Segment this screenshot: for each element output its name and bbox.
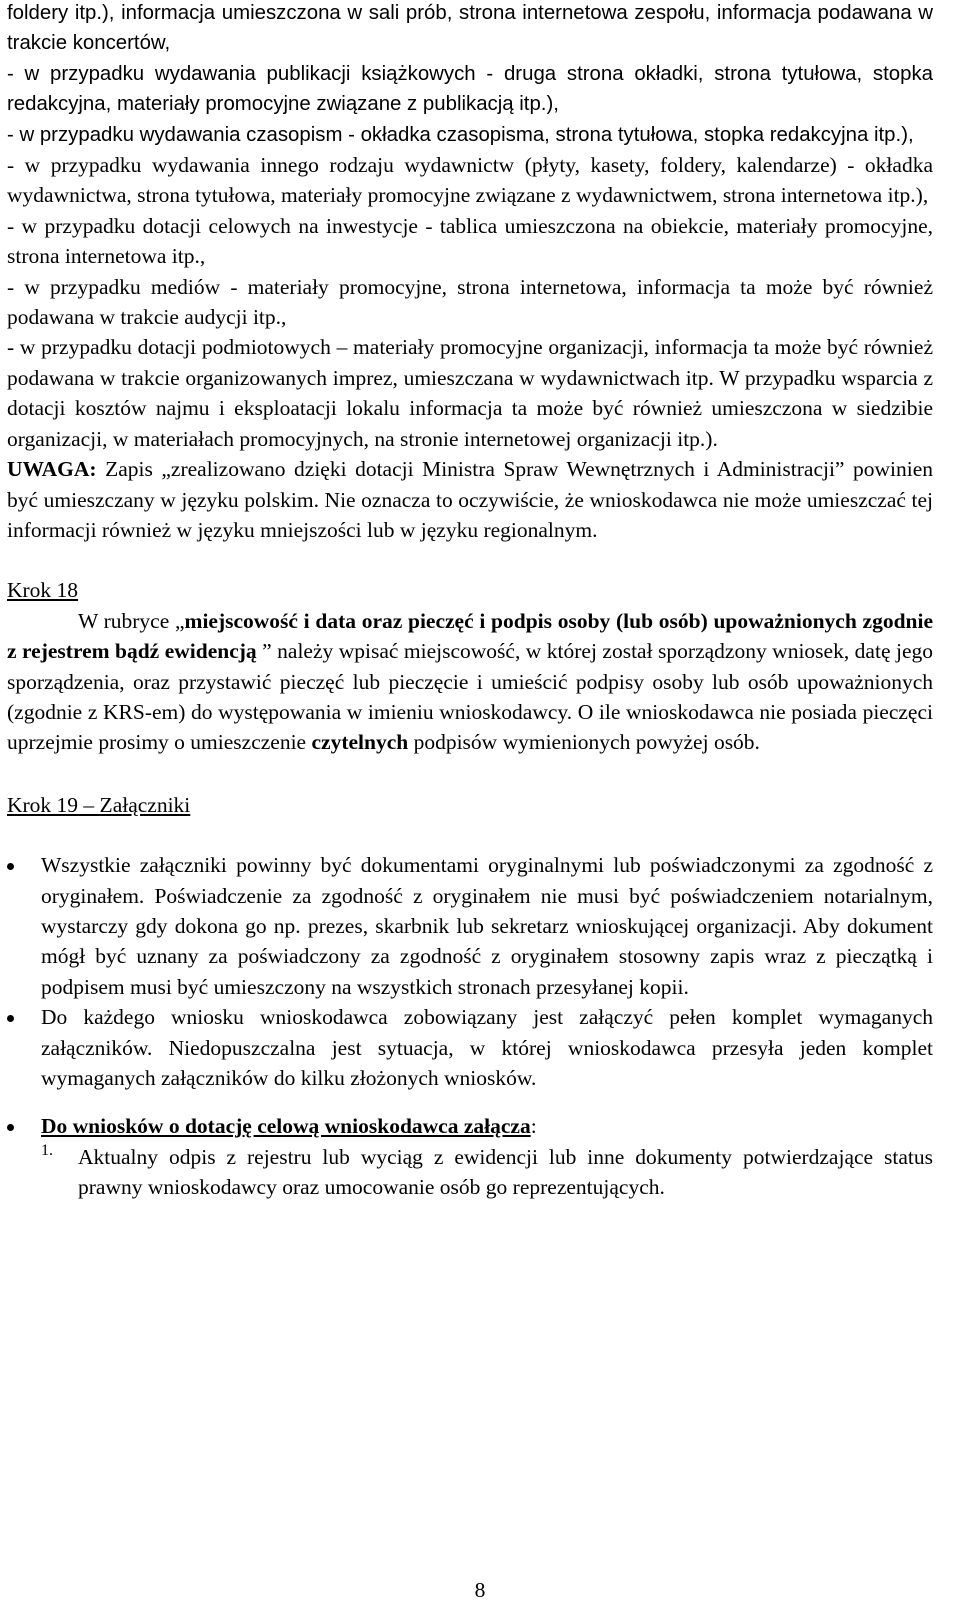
step18-bold-1: miejscowość i data oraz pieczęć i podpis osoby (lub osób) upoważnionych zgodnie z rejestrem bądź ewidencją bbox=[7, 608, 933, 664]
warning-paragraph bbox=[7, 454, 933, 545]
numbered-item bbox=[7, 1142, 933, 1203]
bullet-text: Do każdego wniosku wnioskodawca zobowiązany jest załączyć pełen komplet wymaganych załączników. Niedopuszczalna jest sytuacja, w której wnioskodawca przesyła jeden komplet wymaganych załączników do kilku złożonych wniosków. bbox=[41, 1005, 933, 1090]
page-number: 8 bbox=[474, 1578, 486, 1602]
step18-bold-2: czytelnych bbox=[311, 730, 409, 755]
warning-text: Zapis „zrealizowano dzięki dotacji Ministra Spraw Wewnętrznych i Administracji” powinien być umieszczany w języku polskim. Nie oznacza to oczywiście, że wnioskodawca nie może umieszczać tej informacji również w języku mniejszości lub w języku regionalnym. bbox=[7, 457, 933, 542]
targeted-heading-colon: : bbox=[530, 1114, 537, 1139]
list-item bbox=[7, 850, 933, 1002]
targeted-heading-text: Do wniosków o dotację celową wnioskodawca załącza bbox=[41, 1114, 531, 1139]
intro-paragraph-other: - w przypadku wydawania innego rodzaju wydawnictw (płyty, kasety, foldery, kalendarze) - okładka wydawnictwa, strona tytułowa, materiały promocyjne związane z wydawnictwem, strona internetowa itp.), bbox=[7, 153, 933, 208]
step18-paragraph bbox=[7, 606, 933, 758]
bullet-icon bbox=[7, 863, 14, 870]
intro-paragraph-subject: - w przypadku dotacji podmiotowych – materiały promocyjne organizacji, informacja ta może być również podawana w trakcie organizowanych imprez, umieszczana w wydawnictwach itp. W przypadku wsparcia z dotacji kosztów najmu i eksploatacji lokalu informacja ta może być również umieszczona w siedzibie organizacji, w materiałach promocyjnych, na stronie internetowej organizacji itp.). bbox=[7, 335, 933, 451]
numbered-item-number: 1. bbox=[41, 1141, 53, 1159]
list-item bbox=[7, 1002, 933, 1093]
warning-label: UWAGA: bbox=[7, 457, 97, 482]
step18-text-3: podpisów wymienionych powyżej osób. bbox=[408, 730, 760, 755]
intro-paragraph-books: - w przypadku wydawania publikacji książkowych - druga strona okładki, strona tytułowa, stopka redakcyjna, materiały promocyjne związane z publikacją itp.), bbox=[7, 62, 933, 116]
step18-heading: Krok 18 bbox=[7, 578, 79, 603]
numbered-item-text: Aktualny odpis z rejestru lub wyciąg z ewidencji lub inne dokumenty potwierdzające status prawny wnioskodawcy oraz umocowanie osób go reprezentujących. bbox=[78, 1144, 933, 1200]
intro-paragraph-1: foldery itp.), informacja umieszczona w sali prób, strona internetowa zespołu, informacja podawana w trakcie koncertów, bbox=[7, 2, 933, 55]
step19-heading: Krok 19 – Załączniki bbox=[7, 792, 191, 817]
bullet-icon bbox=[7, 1015, 14, 1022]
intro-paragraph-magazines: - w przypadku wydawania czasopism - okładka czasopisma, strona tytułowa, stopka redakcyjna itp.), bbox=[7, 123, 914, 146]
bullet-icon bbox=[7, 1124, 14, 1131]
document-page bbox=[7, 0, 933, 1203]
step18-text-2: ” należy wpisać miejscowość, w której został sporządzony wniosek, datę jego sporządzenia, oraz przystawić pieczęć lub pieczęcie i umieścić podpisy osoby lub osób upoważnionych (zgodnie z KRS-em) do występowania w imieniu wnioskodawcy. O ile wnioskodawca nie posiada pieczęci uprzejmie prosimy o umieszczenie bbox=[7, 639, 933, 755]
intro-paragraph-targeted: - w przypadku dotacji celowych na inwestycje - tablica umieszczona na obiekcie, materiały promocyjne, strona internetowa itp., bbox=[7, 213, 933, 269]
step18-text-1: W rubryce „ bbox=[78, 608, 185, 633]
list-item bbox=[7, 1111, 933, 1141]
intro-paragraph-media: - w przypadku mediów - materiały promocyjne, strona internetowa, informacja ta może być również podawana w trakcie audycji itp., bbox=[7, 274, 933, 330]
bullet-text: Wszystkie załączniki powinny być dokumentami oryginalnymi lub poświadczonymi za zgodność z oryginałem. Poświadczenie za zgodność z oryginałem nie musi być poświadczeniem notarialnym, wystarczy gdy dokona go np. prezes, skarbnik lub sekretarz wnioskującej organizacji. Aby dokument mógł być uznany za poświadczony za zgodność z oryginałem stosowny zapis wraz z pieczątką i podpisem musi być umieszczony na wszystkich stronach przesyłanej kopii. bbox=[41, 853, 933, 999]
targeted-heading bbox=[41, 1111, 933, 1141]
